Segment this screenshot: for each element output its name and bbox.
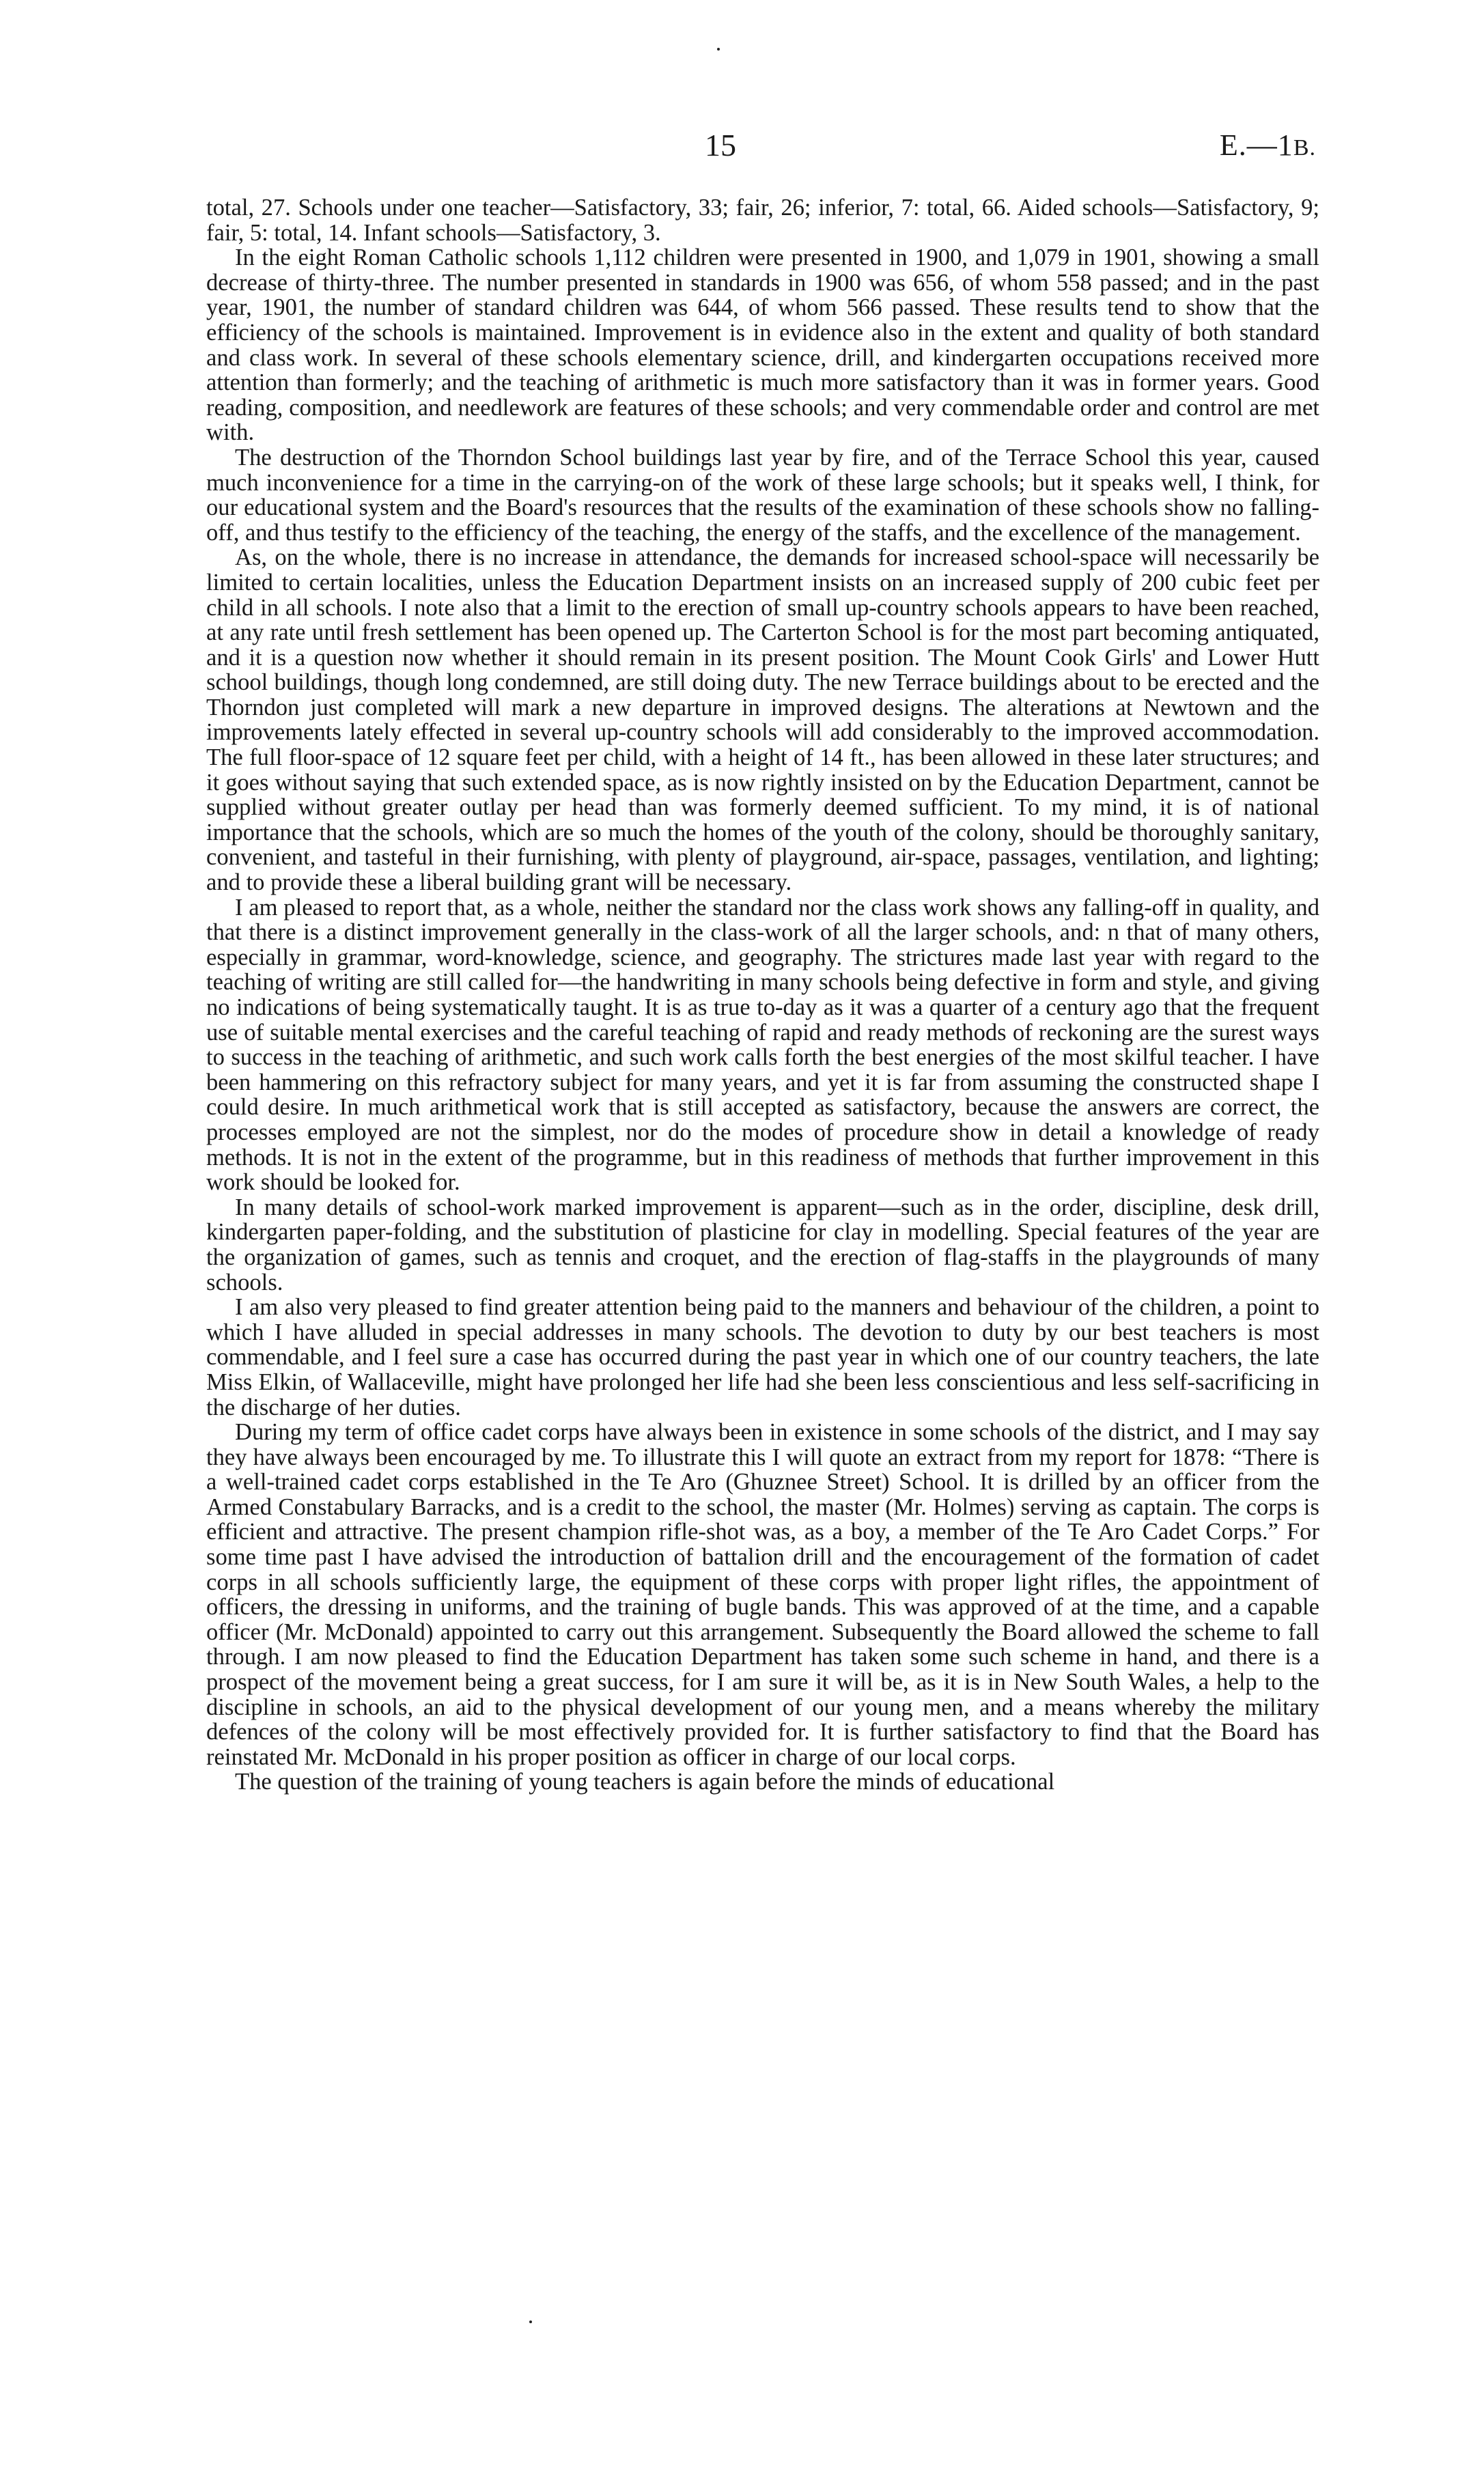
paragraph-manners: I am also very pleased to find greater attention being paid to the manners and behaviour of the children, a point to which I have alluded in special addresses in many schools. The devotion to duty by our best teachers is most commendable, and I feel sure a case has occurred during the past year in which one of our country teachers, the late Miss Elkin, of Wallaceville, might have prolonged her life had she been less conscientious and less self-sacrificing in the discharge of her duties. bbox=[206, 1294, 1319, 1420]
bottom-dot bbox=[529, 2320, 532, 2323]
paragraph-school-space: As, on the whole, there is no increase in attendance, the demands for increased school-space will necessarily be limited to certain localities, unless the Education Department insists on an increased supply of 200 cubic feet per child in all schools. I note also that a limit to the erection of small up-country schools appears to have been reached, at any rate until fresh settlement has been opened up. The Carterton School is for the most part becoming antiquated, and it is a question now whether it should remain in its present position. The Mount Cook Girls' and Lower Hutt school buildings, though long condemned, are still doing duty. The new Terrace buildings about to be erected and the Thorndon just completed will mark a new departure in improved designs. The alterations at Newtown and the improvements lately effected in several up-country schools will add considerably to the improved accommodation. The full floor-space of 12 square feet per child, with a height of 14 ft., has been allowed in these later structures; and it goes without saying that such extended space, as is now rightly insisted on by the Education Department, cannot be supplied without greater outlay per head than was formerly deemed sufficient. To my mind, it is of national importance that the schools, which are so much the homes of the youth of the colony, should be thoroughly sanitary, convenient, and tasteful in their furnishing, with plenty of playground, air-space, passages, ventilation, and lighting; and to provide these a liberal building grant will be necessary. bbox=[206, 544, 1319, 896]
paragraph-cadet-corps: During my term of office cadet corps have always been in existence in some schools of the district, and I may say they have always been encouraged by me. To illustrate this I will quote an extract from my report for 1878: “There is a well-trained cadet corps established in the Te Aro (Ghuznee Street) School. It is drilled by an officer from the Armed Constabulary Barracks, and is a credit to the school, the master (Mr. Holmes) serving as captain. The corps is efficient and attractive. The present champion rifle-shot was, as a boy, a member of the Te Aro Cadet Corps.” For some time past I have advised the introduction of battalion drill and the encouragement of the formation of cadet corps in all schools sufficiently large, the equipment of these corps with proper light rifles, the appointment of officers, the dressing in uniforms, and the training of bugle bands. This was approved of at the time, and a capable officer (Mr. McDonald) appointed to carry out this arrangement. Subsequently the Board allowed the scheme to fall through. I am now pleased to find the Education Department has taken some such scheme in hand, and there is a prospect of the movement being a great success, for I am sure it will be, as it is in New South Wales, a help to the discipline in schools, an aid to the physical development of our young men, and a means whereby the military defences of the colony will be most effectively provided for. It is further satisfactory to find that the Board has reinstated Mr. McDonald in his proper position as officer in charge of our local corps. bbox=[206, 1419, 1319, 1770]
paragraph-catholic-schools: In the eight Roman Catholic schools 1,112 children were presented in 1900, and 1,079 in 1901, showing a small decrease of thirty-three. The number presented in standards in 1900 was 656, of whom 558 passed; and in the past year, 1901, the number of standard children was 644, of whom 566 passed. These results tend to show that the efficiency of the schools is maintained. Improvement is in evidence also in the extent and quality of both standard and class work. In several of these schools elementary science, drill, and kindergarten occupations received more attention than formerly; and the teaching of arithmetic is much more satisfactory than it was in former years. Good reading, composition, and needlework are features of these schools; and very commendable order and control are met with. bbox=[206, 244, 1319, 446]
page-number: 15 bbox=[705, 128, 736, 163]
paragraph-school-work-details: In many details of school-work marked improvement is apparent—such as in the order, discipline, desk drill, kindergarten paper-folding, and the substitution of plasticine for clay in modelling. Special features of the year are the organization of games, such as tennis and croquet, and the erection of flag-staffs in the playgrounds of many schools. bbox=[206, 1194, 1319, 1295]
document-reference-main: E.—1 bbox=[1219, 128, 1293, 162]
body-text bbox=[206, 195, 1319, 1795]
paragraph-training-teachers: The question of the training of young teachers is again before the minds of educational bbox=[235, 1769, 1055, 1795]
document-reference bbox=[1220, 128, 1316, 165]
document-reference-suffix: B. bbox=[1293, 135, 1316, 160]
page-header bbox=[0, 128, 1484, 163]
paragraph-thorndon-fire: The destruction of the Thorndon School buildings last year by fire, and of the Terrace School this year, caused much inconvenience for a time in the carrying-on of the work of these large schools; but it speaks well, I think, for our educational system and the Board's resources that the results of the examination of these schools show no falling-off, and thus testify to the efficiency of the teaching, the energy of the staffs, and the excellence of the management. bbox=[206, 444, 1319, 546]
paragraph-class-work: I am pleased to report that, as a whole, neither the standard nor the class work shows any falling-off in quality, and that there is a distinct improvement generally in the class-work of all the larger schools, and: n that of many others, especially in grammar, word-knowledge, science, and geography. The strictures made last year with regard to the teaching of writing are still called for—the handwriting in many schools being defective in form and style, and giving no indications of being systematically taught. It is as true to-day as it was a quarter of a century ago that the frequent use of suitable mental exercises and the careful teaching of rapid and ready methods of reckoning are the surest ways to success in the teaching of arithmetic, and such work calls forth the best energies of the most skilful teacher. I have been hammering on this refractory subject for many years, and yet it is far from assuming the constructed shape I could desire. In much arithmetical work that is still accepted as satisfactory, because the answers are correct, the processes employed are not the simplest, nor do the modes of procedure show in detail a knowledge of ready methods. It is not in the extent of the programme, but in this readiness of methods that further improvement in this work should be looked for. bbox=[206, 894, 1319, 1196]
top-dot bbox=[717, 48, 720, 51]
paragraph-continuation: total, 27. Schools under one teacher—Satisfactory, 33; fair, 26; inferior, 7: total, 66. Aided schools—Satisfactory, 9; fair, 5: total, 14. Infant schools—Satisfactory, 3. bbox=[206, 195, 1319, 246]
